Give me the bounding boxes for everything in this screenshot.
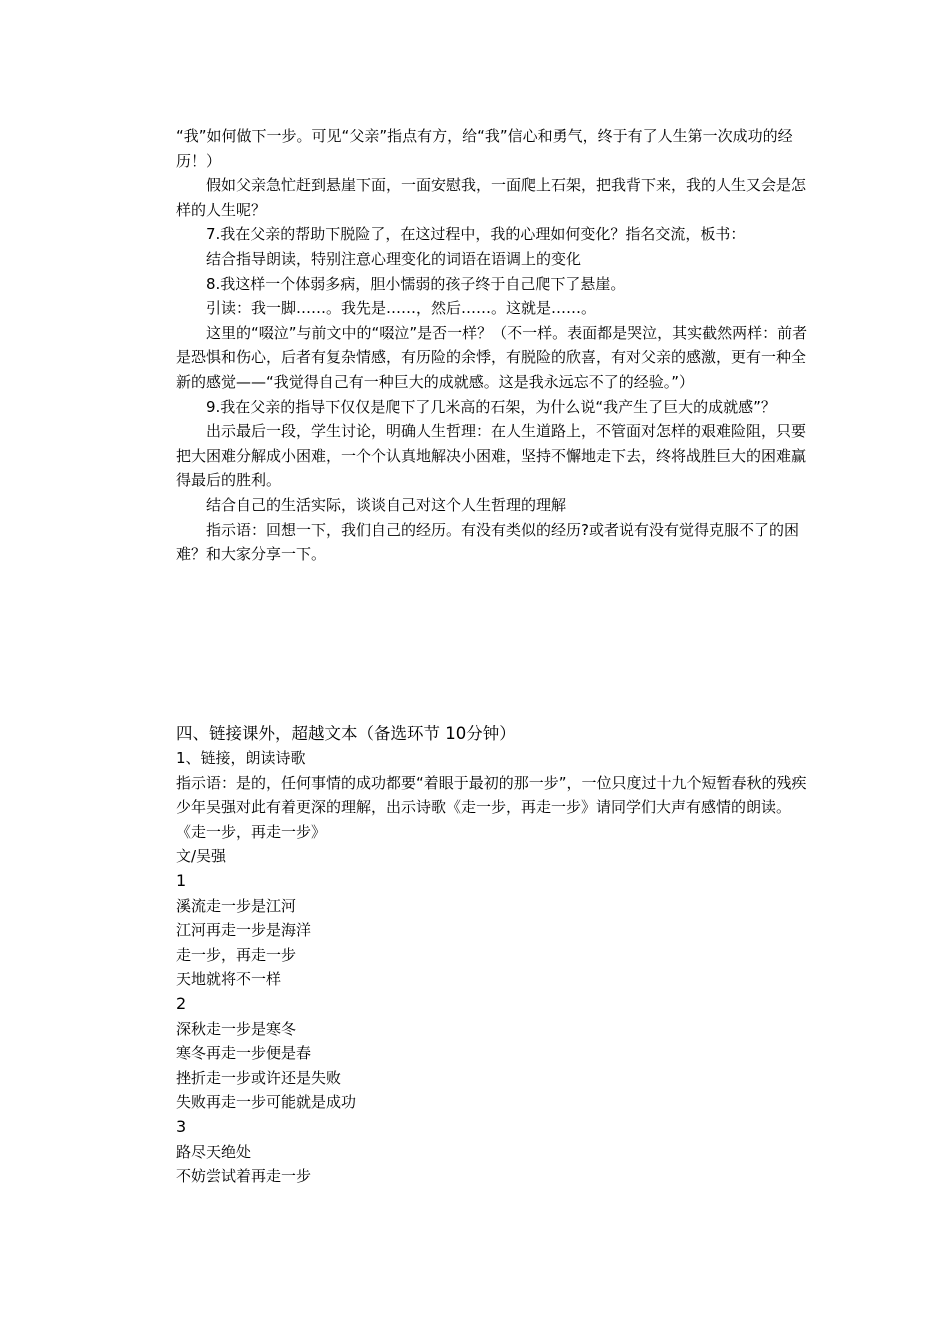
paragraph-personal-reflection: 结合自己的生活实际，谈谈自己对这个人生哲理的理解 [206,495,567,514]
paragraph-step-8: 8.我这样一个体弱多病，胆小懦弱的孩子终于自己爬下了悬崖。 [206,274,626,293]
stanza-number: 3 [176,1116,187,1136]
stanza-number: 1 [176,870,187,890]
poem-line: 深秋走一步是寒冬 [176,1019,297,1038]
extension-section [176,721,816,1189]
poem-line: 溪流走一步是江河 [176,896,297,915]
paragraph-life-philosophy: 出示最后一段，学生讨论，明确人生哲理：在人生道路上，不管面对怎样的艰难险阻，只要把大困难分解成小困难，一个个认真地解决小困难，坚持不懈地走下去，终将战胜巨大的困难赢得最后的胜利。 [176,422,807,490]
poem-line: 寒冬再走一步便是春 [176,1044,312,1063]
poem-line: 路尽天绝处 [176,1142,252,1161]
paragraph-step-7: 7.我在父亲的帮助下脱险了，在这过程中，我的心理如何变化？指名交流，板书： [206,225,746,244]
paragraph-step-9: 9.我在父亲的指导下仅仅是爬下了几米高的石架，为什么说“我产生了巨大的成就感”？ [206,397,776,416]
paragraph-continuation: “我”如何做下一步。可见“父亲”指点有方，给“我”信心和勇气，终于有了人生第一次成功的经历！） [176,127,793,170]
paragraph-prompt: 指示语：回想一下，我们自己的经历。有没有类似的经历?或者说有没有觉得克服不了的困难？和大家分享一下。 [176,520,799,564]
poem-author: 文/吴强 [176,847,227,866]
paragraph-intro: 指示语：是的，任何事情的成功都要“着眼于最初的那一步”，一位只度过十九个短暂春秋的残疾少年吴强对此有着更深的理解，出示诗歌《走一步，再走一步》请同学们大声有感情的朗读。 [176,773,807,817]
paragraph-hypothesis: 假如父亲急忙赶到悬崖下面，一面安慰我，一面爬上石架，把我背下来，我的人生又会是怎样的人生呢？ [176,176,807,219]
poem-line: 不妨尝试着再走一步 [176,1167,312,1186]
poem-line: 天地就将不一样 [176,970,282,989]
poem-line: 失败再走一步可能就是成功 [176,1093,357,1112]
paragraph-reading-guidance: 结合指导朗读，特别注意心理变化的词语在语调上的变化 [206,249,582,268]
poem-line: 江河再走一步是海洋 [176,921,312,940]
stanza-number: 2 [176,993,187,1013]
poem-line: 挫折走一步或许还是失败 [176,1068,342,1087]
sub-heading: 1、链接，朗读诗歌 [176,749,306,767]
lesson-steps-section [176,124,816,567]
paragraph-sobbing-comparison: 这里的“啜泣”与前文中的“啜泣”是否一样？（不一样。表面都是哭泣，其实截然两样：前者是恐惧和伤心，后者有复杂情感，有历险的余悸，有脱险的欣喜，有对父亲的感激，更有一种全新的感觉——“我觉得自己有一种巨大的成就感。这是我永远忘不了的经验。”） [176,323,808,391]
paragraph-guided-reading: 引读：我一脚……。我先是……，然后……。这就是……。 [206,299,597,318]
section-heading: 四、链接课外，超越文本（备选环节 10分钟） [176,724,516,743]
poem-title: 《走一步，再走一步》 [176,822,327,841]
poem-line: 走一步，再走一步 [176,945,297,964]
